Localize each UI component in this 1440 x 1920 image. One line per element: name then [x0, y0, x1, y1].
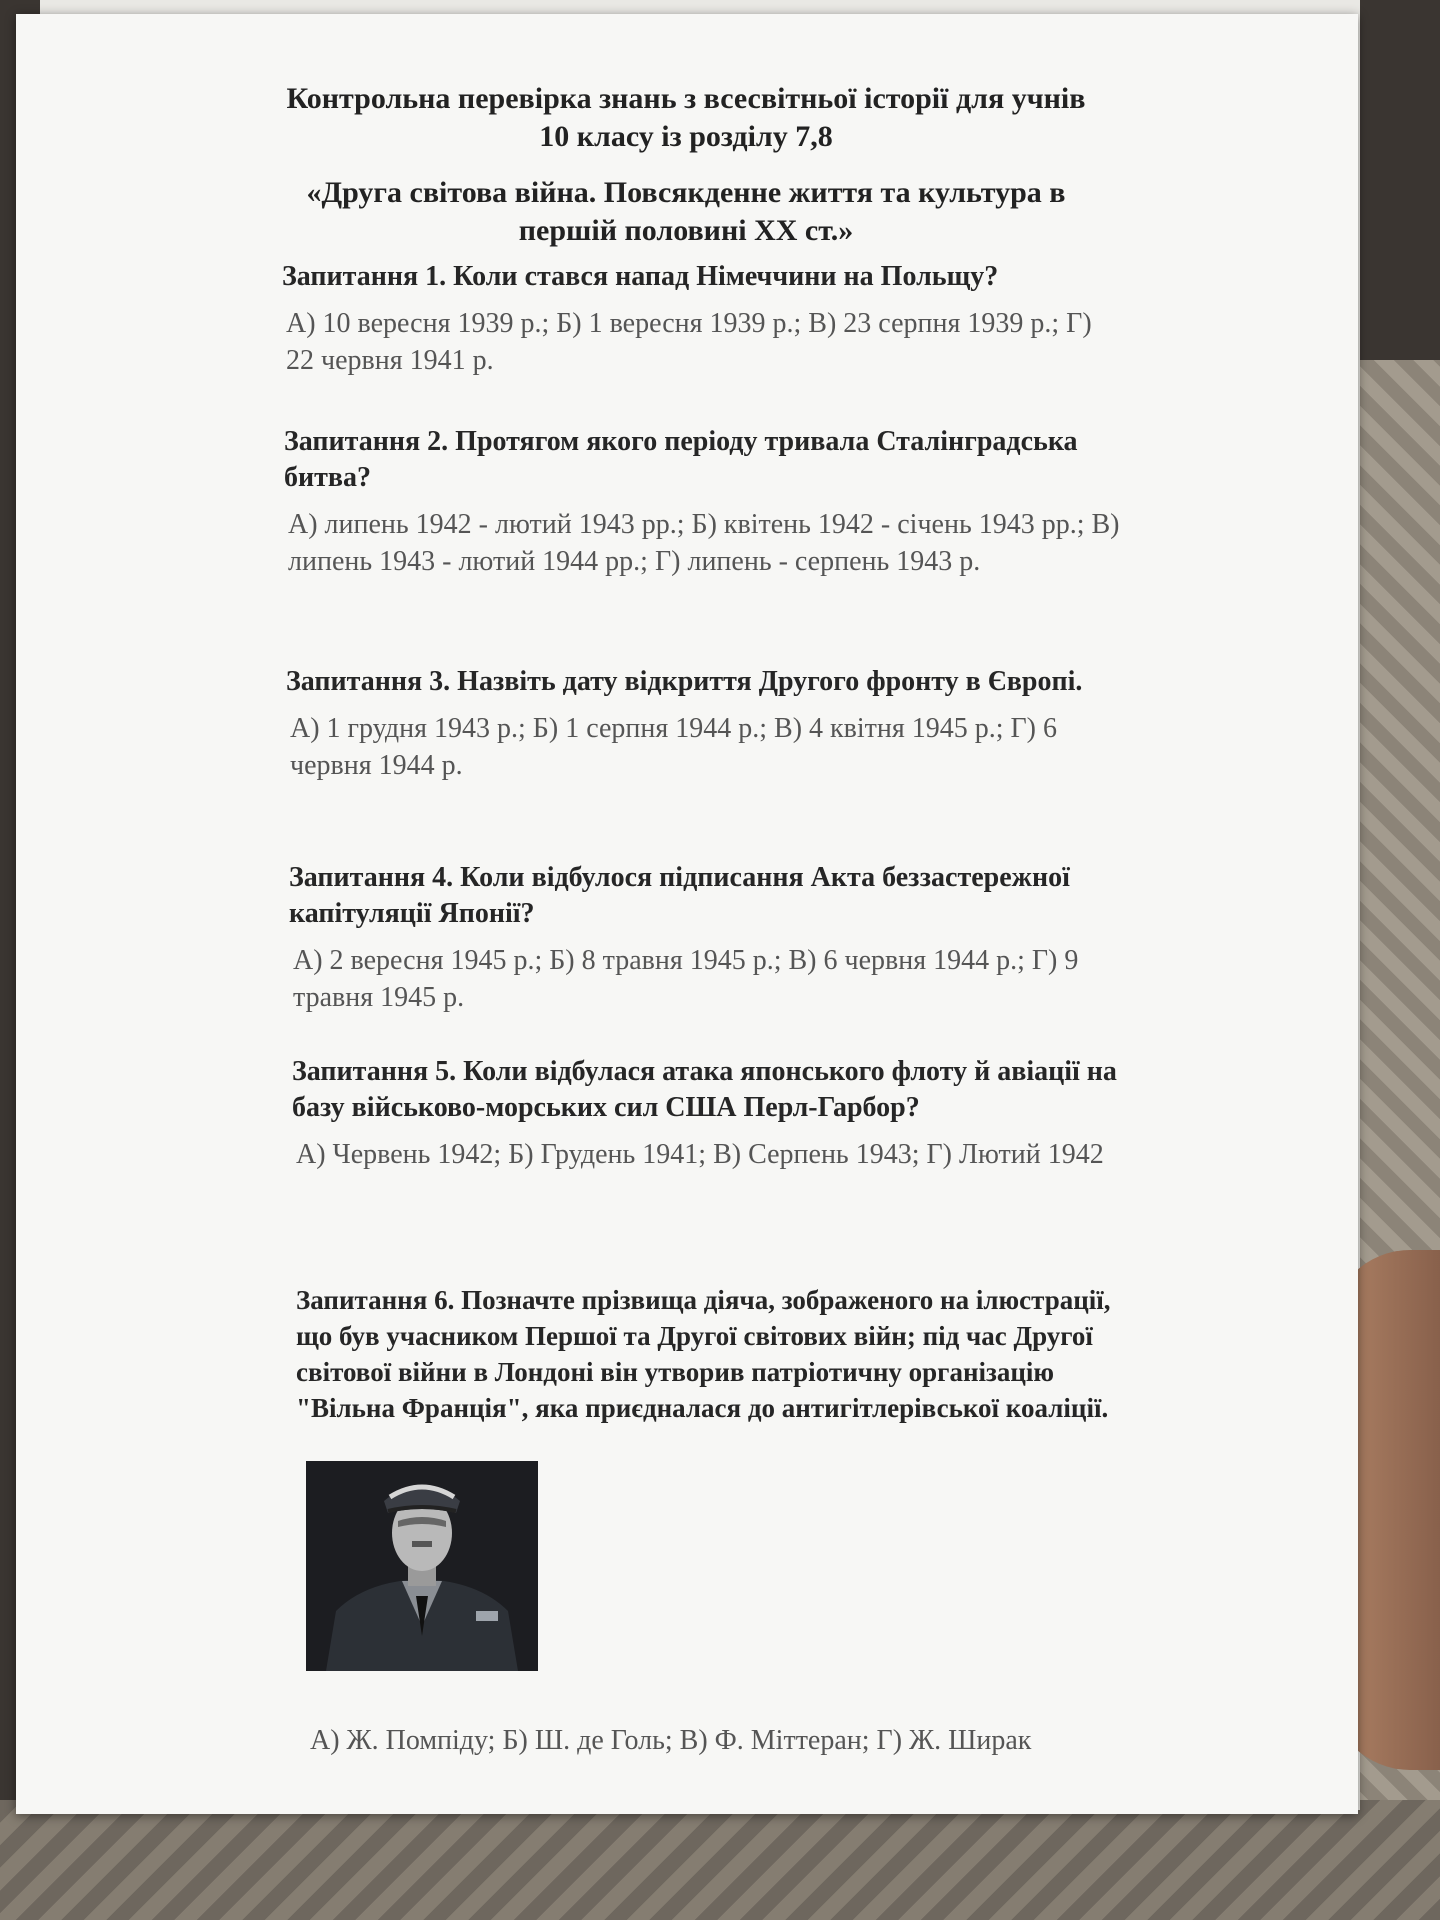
question-1: [282, 259, 1122, 379]
test-sheet: [16, 14, 1358, 1814]
question-1-text: Запитання 1. Коли стався напад Німеччини на Польщу?: [282, 261, 999, 292]
question-2: [284, 424, 1124, 580]
title-line-2: 10 класу із розділу 7,8: [539, 120, 833, 153]
document-title: [186, 80, 1186, 156]
question-4-text: Запитання 4. Коли відбулося підписання Акта беззастережної капітуляції Японії?: [289, 862, 1070, 929]
document-topic: [186, 174, 1186, 250]
title-line-1: Контрольна перевірка знань з всесвітньої історії для учнів: [286, 82, 1086, 115]
question-6: [296, 1282, 1136, 1426]
question-1-answers: А) 10 вересня 1939 р.; Б) 1 вересня 1939 р.; В) 23 серпня 1939 р.; Г) 22 червня 1941 р.: [286, 308, 1092, 376]
background-fabric-bottom: [0, 1800, 1440, 1920]
question-4: [289, 860, 1129, 1016]
question-6-text: Запитання 6. Позначте прізвища діяча, зображеного на ілюстрації, що був учасником Першої та Другої світових війн; під час Другої світової війни в Лондоні він утворив патріотичну організацію "Вільна Франція", яка приєдналася до антигітлерівської коаліції.: [296, 1285, 1111, 1423]
portrait-figure: [306, 1461, 538, 1671]
question-5-text: Запитання 5. Коли відбулася атака японського флоту й авіації на базу військово-морських сил США Перл-Гарбор?: [292, 1056, 1117, 1123]
question-6-answers: А) Ж. Помпіду; Б) Ш. де Голь; В) Ф. Міттеран; Г) Ж. Ширак: [310, 1725, 1032, 1756]
portrait-illustration: [306, 1461, 538, 1671]
question-3-text: Запитання 3. Назвіть дату відкриття Другого фронту в Європі.: [286, 666, 1083, 697]
topic-line-2: першій половині ХХ ст.»: [518, 214, 854, 247]
question-6-answers-block: [306, 1712, 1146, 1759]
question-4-answers: А) 2 вересня 1945 р.; Б) 8 травня 1945 р.; В) 6 червня 1944 р.; Г) 9 травня 1945 р.: [293, 945, 1079, 1013]
question-5-answers: А) Червень 1942; Б) Грудень 1941; В) Серпень 1943; Г) Лютий 1942: [296, 1139, 1104, 1170]
question-2-text: Запитання 2. Протягом якого періоду тривала Сталінградська битва?: [284, 426, 1078, 493]
question-2-answers: А) липень 1942 - лютий 1943 рр.; Б) квітень 1942 - січень 1943 рр.; В) липень 1943 - лютий 1944 рр.; Г) липень - серпень 1943 р.: [288, 509, 1120, 577]
topic-line-1: «Друга світова війна. Повсякденне життя та культура в: [306, 176, 1066, 209]
question-5: [292, 1054, 1132, 1173]
question-3: [286, 664, 1126, 784]
question-3-answers: А) 1 грудня 1943 р.; Б) 1 серпня 1944 р.; В) 4 квітня 1945 р.; Г) 6 червня 1944 р.: [290, 713, 1058, 781]
